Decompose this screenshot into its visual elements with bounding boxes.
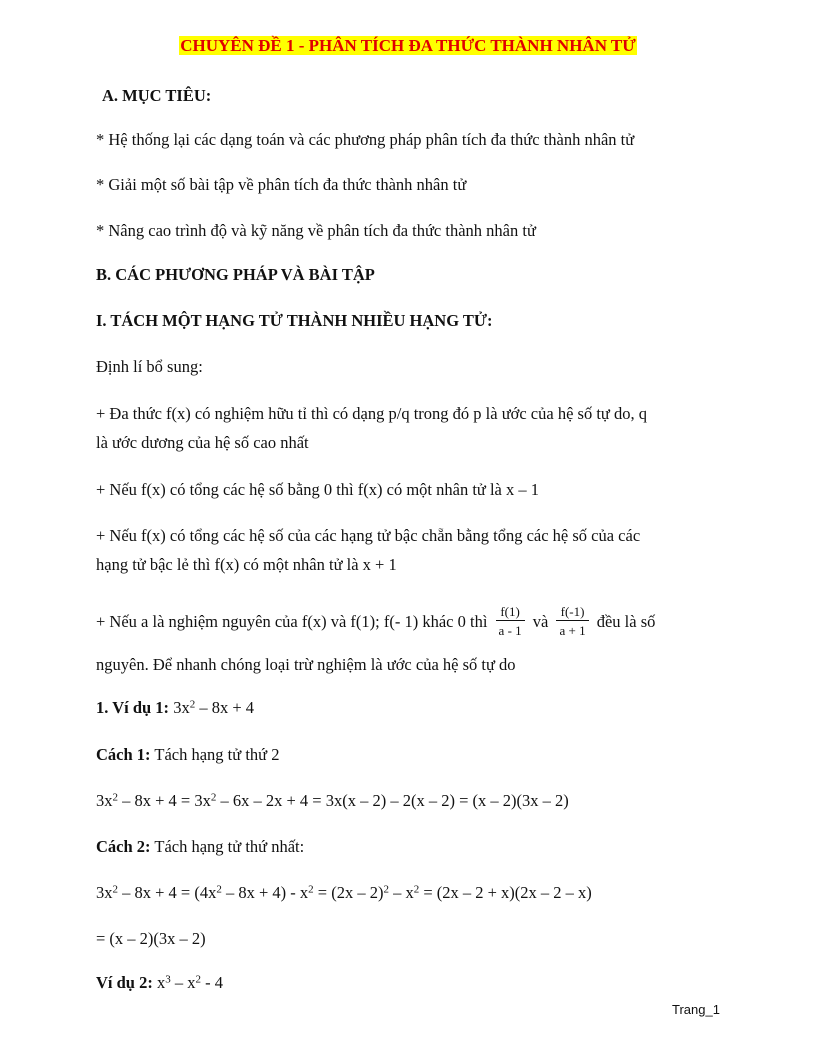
- rule-4-suffix: đều là số: [596, 611, 656, 631]
- method-2-label: Cách 2:: [96, 837, 151, 856]
- page-number: Trang_1: [672, 1002, 720, 1017]
- rule-4-line-1: [96, 606, 655, 640]
- rule-4-mid: và: [532, 611, 549, 631]
- example-2-label: Ví dụ 2:: [96, 973, 153, 992]
- method-1-equation: $3x^2 - 8x + 4 = 3x^2 - 6x - 2x + 4 = 3x(x - 2) - 2(x - 2) = (x - 2)(3x - 2)$: [96, 791, 569, 810]
- example-1-label: 1. Ví dụ 1:: [96, 698, 170, 717]
- rule-2: + Nếu f(x) có tổng các hệ số bằng 0 thì f(x) có một nhân tử là x – 1: [96, 480, 540, 499]
- theorem-heading: Định lí bổ sung:: [96, 357, 203, 376]
- rule-3-line-2: hạng tử bậc lẻ thì f(x) có một nhân tử là x + 1: [96, 555, 397, 574]
- section-i-heading: I. TÁCH MỘT HẠNG TỬ THÀNH NHIỀU HẠNG TỬ:: [96, 311, 493, 330]
- rule-1-line-2: là ước dương của hệ số cao nhất: [96, 433, 309, 452]
- method-2: Cách 2: Tách hạng tử thứ nhất:: [96, 837, 305, 856]
- example-1: 1. Ví dụ 1: $3x^2 - 8x + 4$: [96, 698, 254, 717]
- goal-item: * Nâng cao trình độ và kỹ năng về phân tích đa thức thành nhân tử: [96, 221, 536, 240]
- goal-item: * Giải một số bài tập về phân tích đa thức thành nhân tử: [96, 175, 467, 194]
- method-1: Cách 1: Tách hạng tử thứ 2: [96, 745, 280, 764]
- fraction-numerator: f(1): [496, 604, 525, 621]
- goal-item: * Hệ thống lại các dạng toán và các phương pháp phân tích đa thức thành nhân tử: [96, 130, 635, 149]
- fraction-f-minus-1: [556, 604, 588, 638]
- rule-3-line-1: + Nếu f(x) có tổng các hệ số của các hạng tử bậc chẵn bằng tổng các hệ số của các: [96, 526, 641, 545]
- rule-4-line-2: nguyên. Để nhanh chóng loại trừ nghiệm là ước của hệ số tự do: [96, 655, 516, 674]
- rule-4-prefix: + Nếu a là nghiệm nguyên của f(x) và f(1); f(- 1) khác 0 thì: [96, 611, 488, 631]
- section-a-heading: A. MỤC TIÊU:: [102, 86, 212, 105]
- fraction-denominator: a - 1: [498, 623, 522, 638]
- fraction-f1: [496, 604, 525, 638]
- method-2-result: = (x – 2)(3x – 2): [96, 929, 206, 948]
- example-2: Ví dụ 2: $x^3 - x^2 - 4$: [96, 973, 223, 992]
- section-b-heading: B. CÁC PHƯƠNG PHÁP VÀ BÀI TẬP: [96, 265, 375, 284]
- document-title: CHUYÊN ĐỀ 1 - PHÂN TÍCH ĐA THỨC THÀNH NHÂN TỬ: [180, 36, 636, 55]
- fraction-numerator: f(-1): [556, 604, 588, 621]
- fraction-denominator: a + 1: [559, 623, 586, 638]
- method-1-label: Cách 1:: [96, 745, 151, 764]
- rule-1-line-1: + Đa thức f(x) có nghiệm hữu tỉ thì có dạng p/q trong đó p là ước của hệ số tự do, q: [96, 404, 647, 423]
- method-2-equation: $3x^2 - 8x + 4 = (4x^2 - 8x + 4) - x^2 = (2x - 2)^2 - x^2 = (2x - 2 + x)(2x - 2 - x)$: [96, 883, 592, 902]
